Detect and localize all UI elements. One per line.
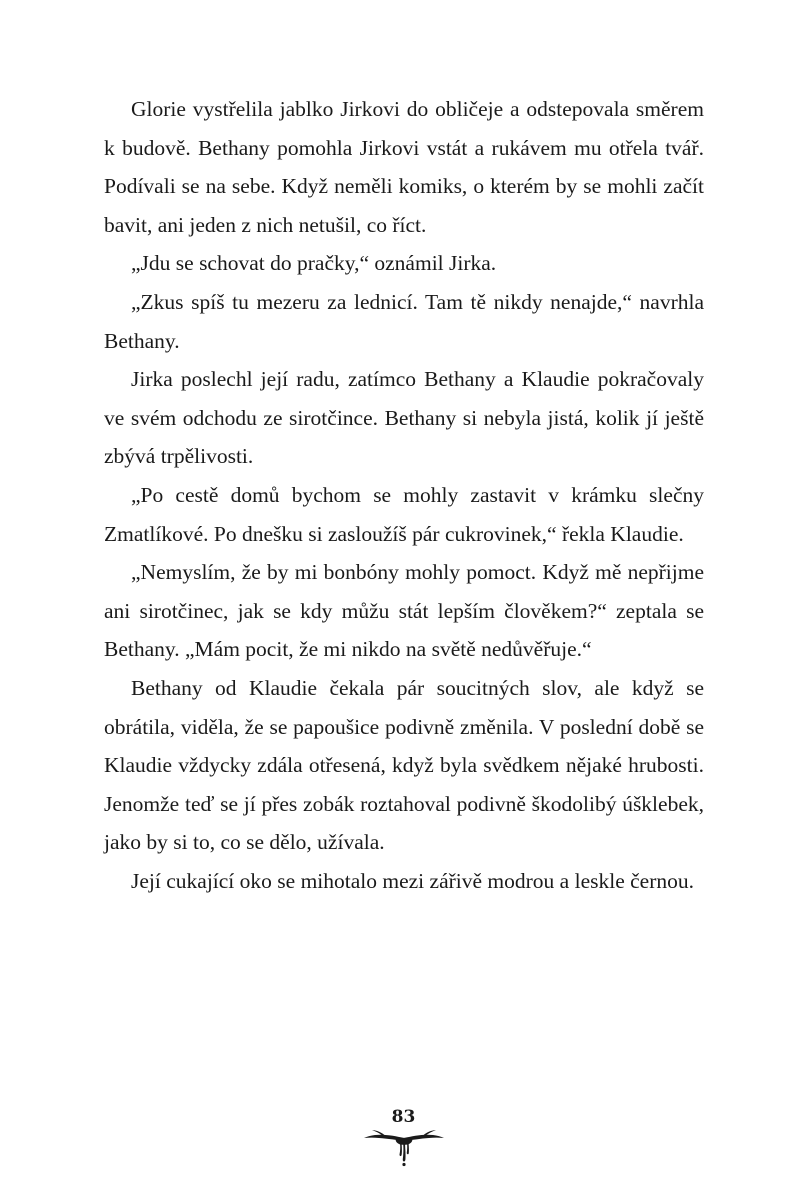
paragraph: Glorie vystřelila jablko Jirkovi do obličeje a odstepovala směrem k budově. Bethany pomohla Jirkovi vstát a rukávem mu otřela tvář. Podívali se na sebe. Když neměli komiks, o kterém by se mohli začít bavit, ani jeden z nich netušil, co říct. — [104, 97, 704, 237]
paragraph: „Po cestě domů bychom se mohly zastavit v krámku slečny Zmatlíkové. Po dnešku si zasloužíš pár cukrovinek,“ řekla Klaudie. — [104, 482, 704, 546]
paragraph: Jirka poslechl její radu, zatímco Bethany a Klaudie pokračovaly ve svém odchodu ze sirotčince. Bethany si nebyla jistá, kolik jí ještě zbývá trpělivosti. — [104, 367, 704, 469]
dripping-branch-ornament-icon — [363, 1124, 445, 1168]
paragraph: „Jdu se schovat do pračky,“ oznámil Jirka. — [131, 251, 497, 276]
page-number: 83 — [391, 1107, 416, 1127]
paragraph: „Zkus spíš tu mezeru za lednicí. Tam tě nikdy nenajde,“ navrhla Bethany. — [104, 289, 704, 353]
body-text — [104, 90, 704, 900]
paragraph: Její cukající oko se mihotalo mezi zářivě modrou a leskle černou. — [131, 868, 694, 893]
paragraph: „Nemyslím, že by mi bonbóny mohly pomoct. Když mě nepřijme ani sirotčinec, jak se kdy můžu stát lepším člověkem?“ zeptala se Bethany. „Mám pocit, že mi nikdo na světě nedůvěřuje.“ — [104, 560, 704, 662]
paragraph: Bethany od Klaudie čekala pár soucitných slov, ale když se obrátila, viděla, že se papoušice podivně změnila. V poslední době se Klaudie vždycky zdála otřesená, když byla svědkem nějaké hrubosti. Jenomže teď se jí přes zobák roztahoval podivně škodolibý úšklebek, jako by si to, co se dělo, užívala. — [104, 675, 704, 855]
